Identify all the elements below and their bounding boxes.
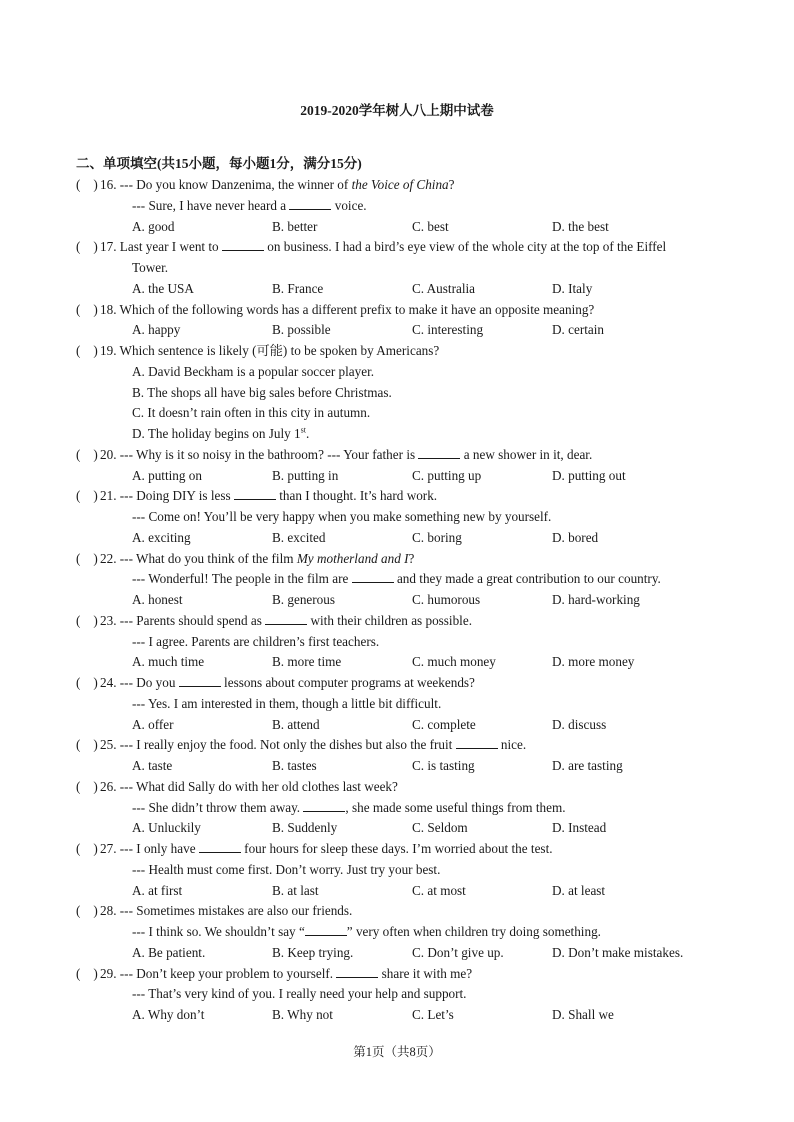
- question-line: [76, 486, 726, 507]
- question-line: [76, 1005, 726, 1026]
- option-c[interactable]: C. boring: [412, 529, 462, 545]
- text-segment: Which of the following words has a different prefix to make it have an opposite meaning?: [119, 301, 595, 317]
- question-number: 26.: [100, 778, 117, 794]
- text-segment: ?: [448, 177, 455, 192]
- question-line: [76, 818, 726, 839]
- question-continuation: [132, 694, 441, 715]
- question-number: 24.: [100, 675, 117, 690]
- text-segment: share it with me?: [378, 965, 473, 981]
- text-segment: A. David Beckham is a popular soccer player.: [132, 363, 375, 379]
- text-segment: --- I really enjoy the food. Not only the dishes but also the fruit: [119, 737, 456, 753]
- text-segment: --- Do you know Danzenima, the winner of: [119, 177, 352, 192]
- option-d[interactable]: D. at least: [552, 882, 606, 898]
- answer-blank: [222, 238, 264, 251]
- text-segment: and they made a great contribution to our country.: [393, 571, 661, 587]
- question-line: [76, 860, 726, 881]
- question-line: [76, 756, 726, 777]
- question-continuation: [132, 403, 370, 424]
- text-segment: ” very often when children try doing something.: [346, 924, 601, 939]
- question-continuation: [132, 383, 392, 404]
- option-b[interactable]: B. possible: [272, 322, 331, 338]
- text-segment: ?: [408, 550, 415, 566]
- answer-bracket[interactable]: ( ): [76, 343, 98, 358]
- question-line: [76, 632, 726, 653]
- question-line: [76, 237, 726, 258]
- option-d[interactable]: D. certain: [552, 322, 604, 338]
- question-stem: [100, 445, 592, 466]
- text-segment: --- Wonderful! The people in the film are: [132, 571, 352, 587]
- text-segment: Tower.: [132, 260, 169, 275]
- option-d[interactable]: D. Italy: [552, 280, 593, 296]
- text-segment: with their children as possible.: [307, 612, 472, 628]
- question-number: 27.: [100, 841, 117, 856]
- option-c[interactable]: C. humorous: [412, 592, 481, 607]
- text-segment: --- Don’t keep your problem to yourself.: [119, 965, 337, 981]
- question-line: [76, 964, 726, 985]
- question-line: [76, 715, 726, 736]
- question-line: [76, 341, 726, 362]
- question-continuation: [132, 507, 551, 528]
- question-number: 28.: [100, 903, 117, 919]
- option-d[interactable]: D. more money: [552, 654, 635, 670]
- option-b[interactable]: B. Keep trying.: [272, 944, 354, 960]
- option-a[interactable]: A. much time: [132, 654, 205, 670]
- question-line: [76, 403, 726, 424]
- text-segment: Which sentence is likely (可能) to be spoken by Americans?: [119, 343, 440, 358]
- question-stem: [100, 237, 666, 258]
- text-segment: --- I agree. Parents are children’s first teachers.: [132, 633, 380, 649]
- option-c[interactable]: C. putting up: [412, 467, 482, 483]
- text-segment: --- That’s very kind of you. I really need your help and support.: [132, 986, 467, 1002]
- question-line: [76, 528, 726, 549]
- answer-blank: [418, 446, 460, 459]
- question-number: 25.: [100, 737, 117, 753]
- option-c[interactable]: C. best: [412, 218, 449, 234]
- answer-bracket[interactable]: ( ): [76, 841, 98, 856]
- option-c[interactable]: C. Australia: [412, 280, 476, 296]
- text-segment: --- Sure, I have never heard a: [132, 197, 290, 213]
- question-stem: [100, 735, 526, 756]
- option-c[interactable]: C. complete: [412, 716, 476, 732]
- option-d[interactable]: D. Instead: [552, 820, 607, 836]
- question-line: [76, 673, 726, 694]
- question-stem: [100, 964, 472, 985]
- question-number: 23.: [100, 612, 117, 628]
- question-line: [76, 217, 726, 238]
- option-c[interactable]: C. much money: [412, 654, 496, 670]
- option-b[interactable]: B. Suddenly: [272, 820, 338, 836]
- text-segment: C. It doesn’t rain often in this city in autumn.: [132, 405, 371, 421]
- option-d[interactable]: D. Don’t make mistakes.: [552, 944, 684, 960]
- text-segment: --- Come on! You’ll be very happy when you make something new by yourself.: [132, 509, 552, 524]
- question-line: [76, 922, 726, 943]
- option-a[interactable]: A. exciting: [132, 529, 191, 545]
- question-line: [76, 839, 726, 860]
- question-stem: [100, 901, 352, 922]
- question-continuation: [132, 569, 661, 590]
- question-line: [76, 175, 726, 196]
- answer-bracket[interactable]: ( ): [76, 446, 98, 462]
- text-segment: .: [305, 426, 310, 441]
- question-stem: [100, 673, 475, 694]
- option-b[interactable]: B. excited: [272, 529, 326, 545]
- question-line: [76, 300, 726, 321]
- question-continuation: [132, 984, 466, 1005]
- text-segment: --- Doing DIY is less: [119, 488, 234, 504]
- question-line: [76, 320, 726, 341]
- answer-bracket[interactable]: ( ): [76, 778, 98, 794]
- option-b[interactable]: B. more time: [272, 654, 342, 670]
- question-line: [76, 383, 726, 404]
- option-d[interactable]: D. putting out: [552, 467, 626, 483]
- question-line: [76, 362, 726, 383]
- question-number: 17.: [100, 239, 117, 255]
- option-a[interactable]: A. offer: [132, 716, 174, 732]
- question-stem: [100, 611, 472, 632]
- answer-blank: [456, 736, 498, 749]
- text-segment: --- Yes. I am interested in them, though a little bit difficult.: [132, 695, 442, 711]
- text-segment: nice.: [497, 737, 527, 753]
- option-a[interactable]: A. Why don’t: [132, 1007, 205, 1022]
- text-segment: --- Why is it so noisy in the bathroom? --- Your father is: [119, 446, 419, 462]
- text-segment: --- I only have: [119, 841, 199, 856]
- question-continuation: [132, 632, 379, 653]
- option-a[interactable]: A. Unluckily: [132, 820, 201, 836]
- italic-title: the Voice of China: [351, 177, 449, 192]
- question-continuation: [132, 196, 367, 217]
- question-continuation: [132, 424, 309, 445]
- option-c[interactable]: C. Seldom: [412, 820, 468, 836]
- question-stem: [100, 777, 398, 798]
- question-line: [76, 694, 726, 715]
- page-footer: 第1页（共8页）: [353, 1045, 441, 1059]
- question-line: [76, 881, 726, 902]
- superscript: st: [300, 425, 306, 435]
- option-a[interactable]: A. happy: [132, 322, 181, 338]
- text-segment: Last year I went to: [119, 239, 222, 255]
- question-line: [76, 279, 726, 300]
- question-line: [76, 735, 726, 756]
- answer-bracket[interactable]: ( ): [76, 239, 98, 255]
- question-list: [76, 175, 726, 1026]
- answer-bracket[interactable]: ( ): [76, 488, 98, 504]
- text-segment: B. The shops all have big sales before Christmas.: [132, 384, 392, 400]
- question-line: [76, 901, 726, 922]
- question-number: 18.: [100, 301, 117, 317]
- option-d[interactable]: D. the best: [552, 218, 609, 234]
- question-stem: [100, 341, 439, 362]
- question-line: [76, 196, 726, 217]
- question-continuation: [132, 922, 601, 943]
- answer-blank: [179, 674, 221, 687]
- option-c[interactable]: C. Don’t give up.: [412, 944, 504, 960]
- option-a[interactable]: A. Be patient.: [132, 944, 206, 960]
- answer-bracket[interactable]: ( ): [76, 965, 98, 981]
- question-line: [76, 611, 726, 632]
- option-c[interactable]: C. interesting: [412, 322, 484, 338]
- option-b[interactable]: B. putting in: [272, 467, 339, 483]
- question-number: 19.: [100, 343, 117, 358]
- question-line: [76, 466, 726, 487]
- question-number: 21.: [100, 488, 117, 504]
- question-line: [76, 984, 726, 1005]
- option-a[interactable]: A. good: [132, 218, 175, 234]
- text-segment: --- Health must come first. Don’t worry. Just try your best.: [132, 861, 441, 877]
- answer-blank: [305, 923, 347, 936]
- answer-bracket[interactable]: ( ): [76, 177, 98, 192]
- text-segment: --- What did Sally do with her old clothes last week?: [119, 778, 398, 794]
- question-line: [76, 590, 726, 611]
- option-c[interactable]: C. Let’s: [412, 1007, 454, 1022]
- question-line: [76, 549, 726, 570]
- option-c[interactable]: C. is tasting: [412, 758, 475, 773]
- option-d[interactable]: D. bored: [552, 529, 599, 545]
- answer-blank: [352, 570, 394, 583]
- page-title: 2019-2020学年树人八上期中试卷: [300, 103, 494, 118]
- answer-bracket[interactable]: ( ): [76, 612, 98, 628]
- option-b[interactable]: B. at last: [272, 882, 319, 898]
- question-line: [76, 507, 726, 528]
- option-b[interactable]: B. generous: [272, 592, 335, 607]
- text-segment: on business. I had a bird’s eye view of the whole city at the top of the Eiffel: [263, 239, 667, 255]
- answer-blank: [199, 840, 241, 853]
- option-b[interactable]: B. better: [272, 218, 318, 234]
- option-c[interactable]: C. at most: [412, 882, 466, 898]
- question-stem: [100, 300, 594, 321]
- question-stem: [100, 549, 414, 570]
- question-line: [76, 569, 726, 590]
- text-segment: , she made some useful things from them.: [345, 799, 566, 815]
- text-segment: voice.: [331, 197, 367, 213]
- option-a[interactable]: A. taste: [132, 758, 173, 773]
- text-segment: --- Sometimes mistakes are also our friends.: [119, 903, 353, 919]
- text-segment: lessons about computer programs at weekends?: [220, 675, 475, 690]
- answer-bracket[interactable]: ( ): [76, 301, 98, 317]
- text-segment: --- She didn’t throw them away.: [132, 799, 304, 815]
- question-line: [76, 798, 726, 819]
- answer-blank: [265, 612, 307, 625]
- text-segment: than I thought. It’s hard work.: [275, 488, 438, 504]
- question-continuation: [132, 798, 566, 819]
- option-b[interactable]: B. tastes: [272, 758, 317, 773]
- question-line: [76, 424, 726, 445]
- question-line: [76, 777, 726, 798]
- option-b[interactable]: B. Why not: [272, 1007, 333, 1022]
- text-segment: --- Parents should spend as: [119, 612, 266, 628]
- question-number: 22.: [100, 550, 117, 566]
- option-b[interactable]: B. France: [272, 280, 324, 296]
- question-continuation: [132, 362, 374, 383]
- text-segment: --- I think so. We shouldn’t say “: [132, 924, 305, 939]
- option-b[interactable]: B. attend: [272, 716, 320, 732]
- option-a[interactable]: A. honest: [132, 592, 183, 607]
- question-line: [76, 445, 726, 466]
- option-d[interactable]: D. hard-working: [552, 592, 640, 607]
- answer-bracket[interactable]: ( ): [76, 903, 98, 919]
- option-a[interactable]: A. at first: [132, 882, 183, 898]
- option-d[interactable]: D. are tasting: [552, 758, 623, 773]
- question-line: [76, 943, 726, 964]
- question-continuation: [132, 258, 168, 279]
- italic-title: My motherland and I: [296, 550, 409, 566]
- question-stem: [100, 839, 553, 860]
- text-segment: --- What do you think of the film: [119, 550, 297, 566]
- answer-bracket[interactable]: ( ): [76, 675, 98, 690]
- option-d[interactable]: D. discuss: [552, 716, 607, 732]
- option-a[interactable]: A. putting on: [132, 467, 202, 483]
- answer-blank: [336, 965, 378, 978]
- question-stem: [100, 486, 437, 507]
- option-d[interactable]: D. Shall we: [552, 1007, 614, 1022]
- question-continuation: [132, 860, 440, 881]
- text-segment: --- Do you: [119, 675, 179, 690]
- question-line: [76, 258, 726, 279]
- option-a[interactable]: A. the USA: [132, 280, 194, 296]
- answer-blank: [289, 197, 331, 210]
- text-segment: four hours for sleep these days. I’m worried about the test.: [240, 841, 553, 856]
- question-stem: [100, 175, 455, 196]
- text-segment: D. The holiday begins on July 1: [132, 426, 301, 441]
- question-line: [76, 652, 726, 673]
- question-number: 16.: [100, 177, 117, 192]
- answer-blank: [234, 487, 276, 500]
- question-number: 29.: [100, 965, 117, 981]
- question-number: 20.: [100, 446, 117, 462]
- section-title: 二、单项填空(共15小题，每小题1分，满分15分): [76, 156, 362, 171]
- answer-blank: [303, 799, 345, 812]
- answer-bracket[interactable]: ( ): [76, 550, 98, 566]
- text-segment: a new shower in it, dear.: [460, 446, 593, 462]
- answer-bracket[interactable]: ( ): [76, 737, 98, 753]
